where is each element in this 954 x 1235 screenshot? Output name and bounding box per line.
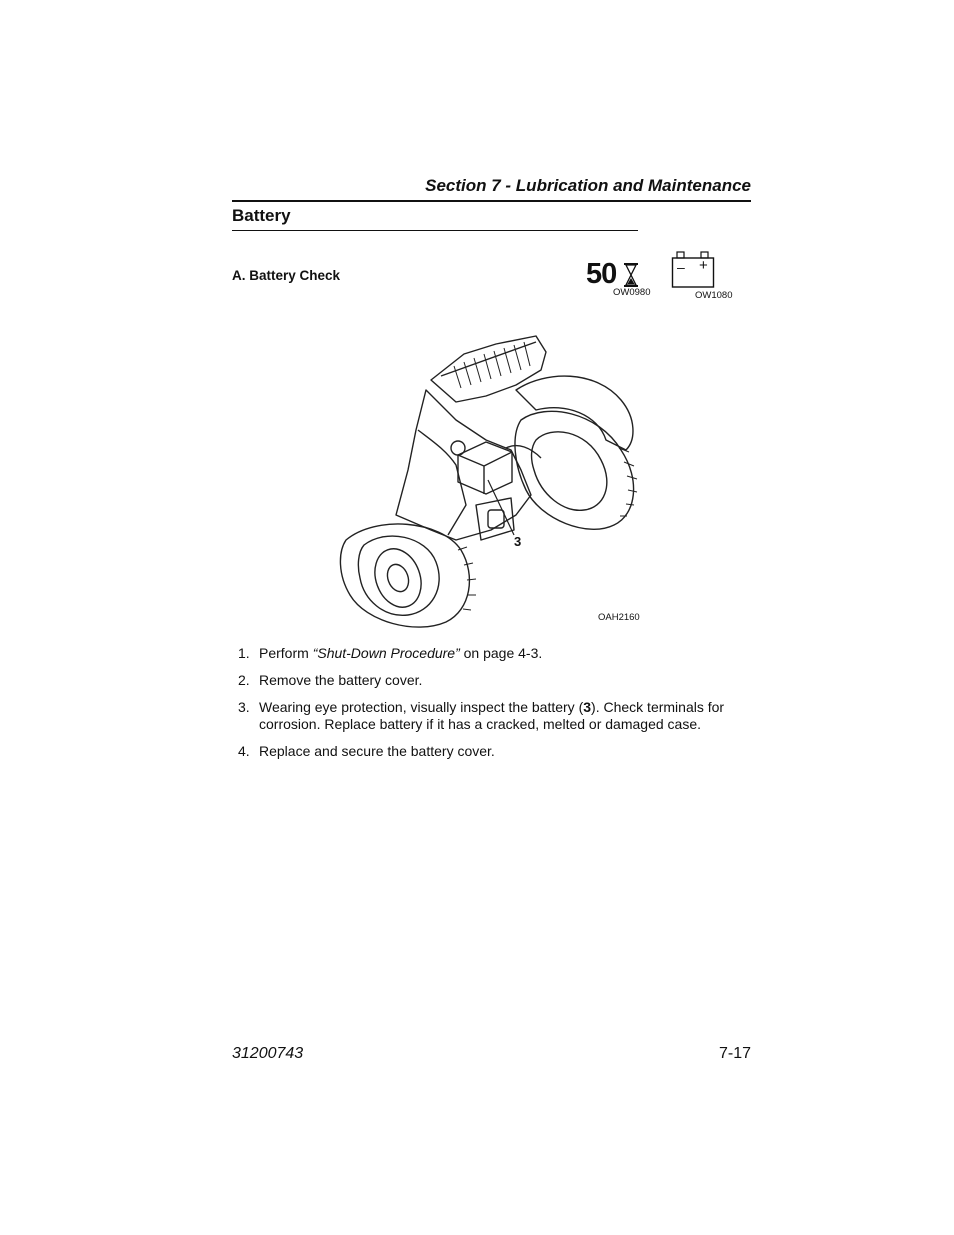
figure-code: OAH2160 — [598, 612, 640, 623]
step-item — [238, 743, 738, 760]
battery-symbol-code: OW1080 — [695, 290, 733, 301]
subheading-battery-check: A. Battery Check — [232, 268, 341, 283]
step-item — [238, 699, 738, 733]
machine-illustration — [336, 330, 646, 630]
battery-symbol-icon — [671, 251, 715, 289]
step-text: on page 4-3. — [459, 645, 543, 661]
hourglass-icon — [623, 263, 639, 287]
header-rule — [232, 200, 751, 202]
step-number: 3. — [238, 699, 250, 715]
battery-minus-label: – — [677, 259, 685, 275]
document-number: 31200743 — [232, 1045, 304, 1062]
service-interval-hours: 50 — [586, 258, 617, 290]
callout-reference: 3 — [583, 699, 592, 715]
step-number: 1. — [238, 645, 250, 661]
step-text: Replace and secure the battery cover. — [259, 743, 495, 759]
figure-callout-3: 3 — [514, 534, 522, 549]
battery-location-figure — [336, 330, 646, 630]
step-number: 2. — [238, 672, 250, 688]
step-text: ). Check terminals for corrosion. Replace battery if it has a cracked, melted or damaged case. — [259, 699, 725, 732]
step-item — [238, 645, 738, 662]
page-heading: Battery — [232, 206, 291, 225]
heading-rule — [232, 230, 638, 231]
step-number: 4. — [238, 743, 250, 759]
interval-code: OW0980 — [613, 287, 651, 298]
cross-reference: “Shut-Down Procedure” — [312, 645, 460, 661]
page-number: 7-17 — [718, 1045, 751, 1062]
section-title: Section 7 - Lubrication and Maintenance — [425, 176, 751, 195]
step-item — [238, 672, 738, 689]
step-text: Perform — [259, 645, 313, 661]
step-text: Wearing eye protection, visually inspect the battery ( — [259, 699, 584, 715]
step-text: Remove the battery cover. — [259, 672, 423, 688]
battery-plus-label: + — [699, 257, 708, 274]
procedure-steps — [238, 645, 738, 770]
